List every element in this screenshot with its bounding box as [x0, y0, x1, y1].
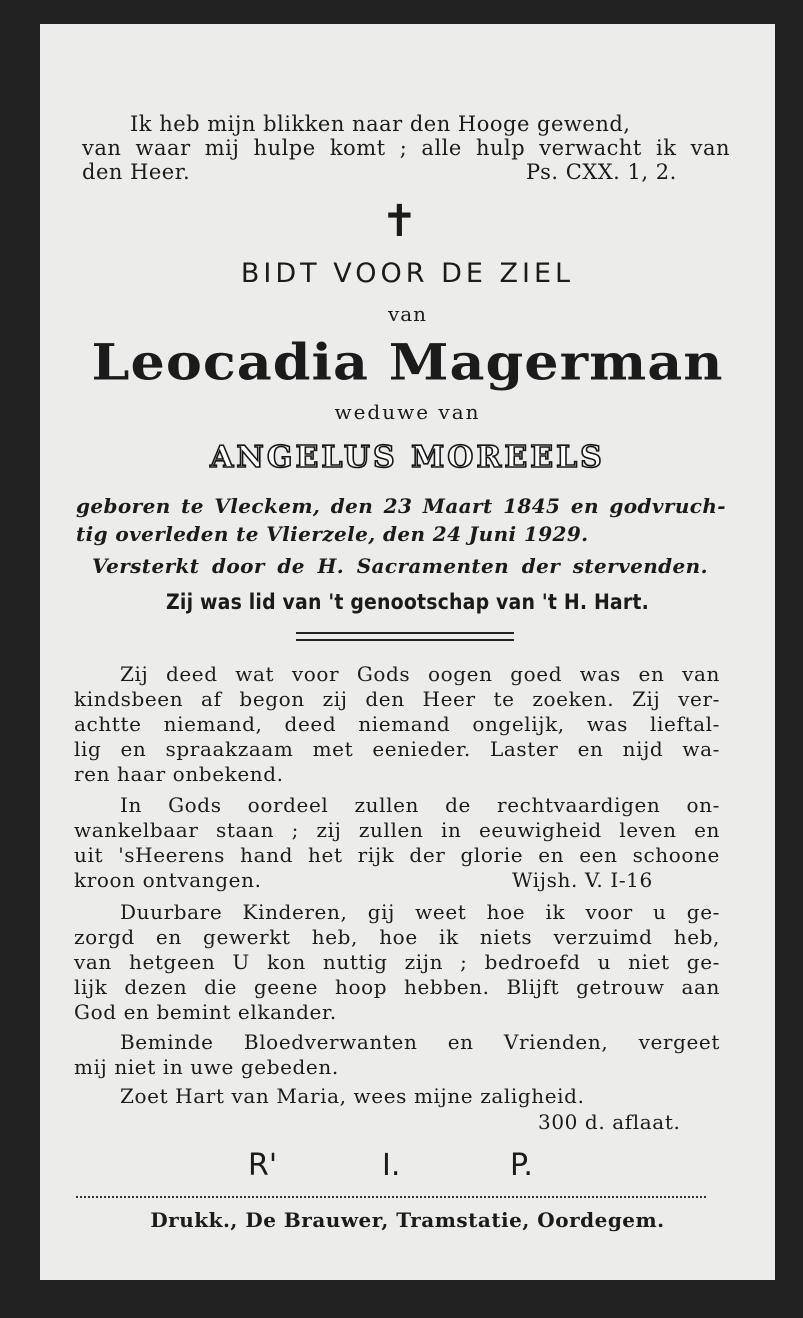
cross-icon: ✝	[381, 196, 418, 247]
p3-line-1: Duurbare Kinderen, gij weet hoe ik voor u ge-	[120, 900, 720, 924]
p1-line-4: lig en spraakzaam met eenieder. Laster en nijd wa-	[74, 737, 720, 761]
bio-line-1: geboren te Vleckem, den 23 Maart 1845 en godvruch-	[76, 494, 726, 518]
p1-line-5: ren haar onbekend.	[74, 762, 284, 786]
p3-line-3: van hetgeen U kon nuttig zijn ; bedroefd u niet ge-	[74, 950, 720, 974]
p3-line-2: zorgd en gewerkt heb, hoe ik niets verzuimd heb,	[74, 925, 720, 949]
p1-line-3: achtte niemand, deed niemand ongelijk, was lieftal-	[74, 712, 720, 736]
p2-line-1: In Gods oordeel zullen de rechtvaardigen on-	[120, 793, 720, 817]
deceased-name: Leocadia Magerman	[91, 332, 724, 392]
p2-line-3: uit 'sHeerens hand het rijk der glorie en een schoone	[74, 843, 720, 867]
bio-line-3: Versterkt door de H. Sacramenten der stervenden.	[92, 554, 708, 578]
p2-citation: Wijsh. V. I-16	[512, 868, 653, 892]
divider-rule-bottom	[296, 639, 514, 641]
rip-r: R'	[248, 1148, 278, 1183]
p4-line-2: mij niet in uwe gebeden.	[74, 1055, 339, 1079]
membership-text: Zij was lid van 't genootschap van 't H. Hart.	[166, 590, 649, 614]
p5-line: Zoet Hart van Maria, wees mijne zaligheid.	[120, 1084, 585, 1108]
rip-i: I.	[382, 1148, 401, 1183]
p4-line-1: Beminde Bloedverwanten en Vrienden, vergeet	[120, 1030, 720, 1054]
rip-p: P.	[510, 1148, 533, 1183]
spouse-name: ANGELUS MOREELS	[210, 440, 605, 475]
dotted-rule	[76, 1196, 706, 1198]
bio-line-2: tig overleden te Vlierzele, den 24 Juni 1929.	[76, 522, 589, 546]
verse-line-1: Ik heb mijn blikken naar den Hooge gewend,	[130, 112, 631, 136]
printer-credit: Drukk., De Brauwer, Tramstatie, Oordegem.	[150, 1208, 665, 1232]
widow-of-text: weduwe van	[334, 400, 481, 424]
verse-citation: Ps. CXX. 1, 2.	[526, 160, 677, 184]
memorial-card	[40, 24, 775, 1280]
p1-line-1: Zij deed wat voor Gods oogen goed was en van	[120, 662, 720, 686]
verse-line-2: van waar mij hulpe komt ; alle hulp verwacht ik van	[82, 136, 730, 160]
p3-line-5: God en bemint elkander.	[74, 1000, 337, 1024]
divider-rule-top	[296, 632, 514, 634]
indulgence-text: 300 d. aflaat.	[538, 1110, 681, 1134]
verse-line-3-left: den Heer.	[82, 160, 191, 184]
p2-line-4-left: kroon ontvangen.	[74, 868, 262, 892]
p1-line-2: kindsbeen af begon zij den Heer te zoeken. Zij ver-	[74, 687, 720, 711]
p2-line-2: wankelbaar staan ; zij zullen in eeuwigheid leven en	[74, 818, 720, 842]
p3-line-4: lijk dezen die geene hoop hebben. Blijft getrouw aan	[74, 975, 720, 999]
pray-for-soul-heading: BIDT VOOR DE ZIEL	[240, 258, 575, 289]
van-text: van	[387, 302, 428, 326]
